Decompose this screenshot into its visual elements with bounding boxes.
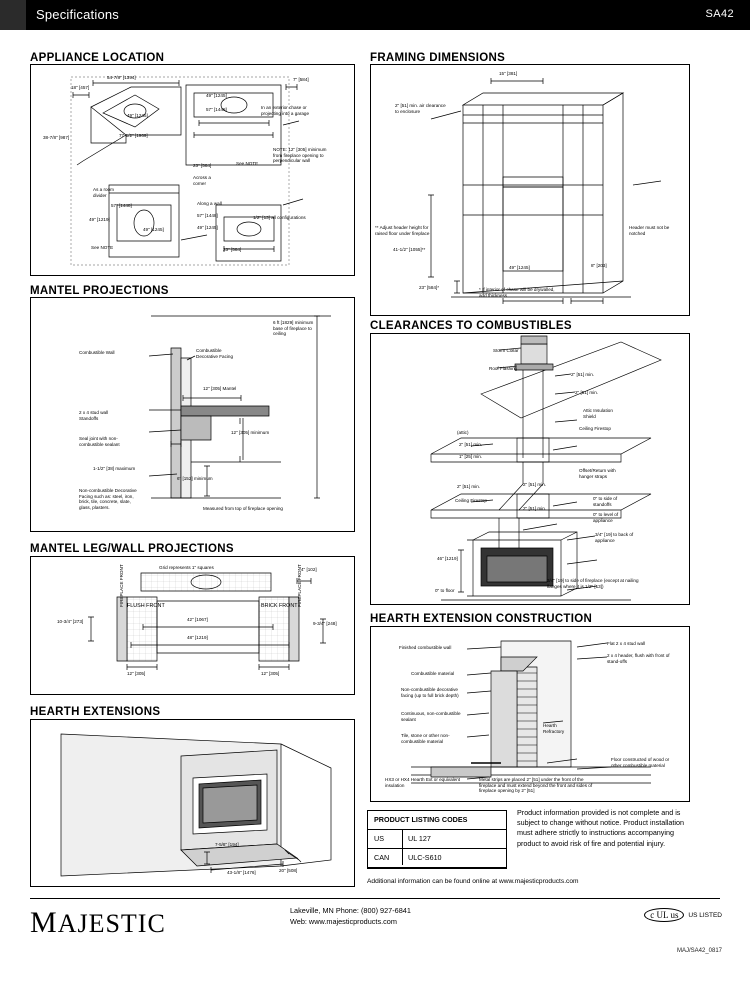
note-label: Grid represents 1" squares xyxy=(159,565,214,570)
panel-hearth-extension-construction xyxy=(370,626,690,802)
note-label: See NOTE xyxy=(91,245,114,250)
document-id: MAJ/SA42_0817 xyxy=(676,948,722,954)
panel-framing-dimensions xyxy=(370,64,690,316)
cell-code: UL 127 xyxy=(408,834,431,843)
note-label: Finished combustible wall xyxy=(399,645,452,650)
section-title-clearances: CLEARANCES TO COMBUSTIBLES xyxy=(370,320,572,332)
dimension-label: 49" [1245] xyxy=(197,225,218,230)
note-label: Combustible Decorative Facing xyxy=(196,348,234,359)
note-label: 6 ft [1829] minimum base of fireplace to ceiling xyxy=(273,320,314,337)
note-label: 2" [51] min. air clearance to enclosure xyxy=(395,103,446,114)
note-label: Seal joint with non-combustible sealant xyxy=(79,436,120,447)
dimension-label: 2" [51] min. xyxy=(457,484,481,489)
legal-note: Product information provided is not complete and is subject to change without notice. Product installation must adhere strictly to instructions accompanying product to avoid risk of fire and potential injury. xyxy=(517,808,685,848)
note-label: Ceiling Firestop xyxy=(455,498,487,503)
model-number: SA42 xyxy=(705,8,734,20)
note-label: 3/4" [19] to back of appliance xyxy=(595,532,634,543)
dimension-label: 8" [203] xyxy=(591,263,607,268)
note-label: 0" to floor xyxy=(435,588,455,593)
note-label: Continuous, non-combustible sealant xyxy=(401,711,461,722)
section-title-framing-dimensions: FRAMING DIMENSIONS xyxy=(370,52,506,64)
header-accent-bar xyxy=(0,0,26,30)
note-label: Non-combustible Decorative Facing such as: steel, iron, brick, tile, concrete, slate, glass, plasters. xyxy=(79,488,137,511)
dimension-label: 23" [584] xyxy=(223,247,242,252)
dimension-label: 12" [305] Mantel xyxy=(203,386,237,391)
page-title: Specifications xyxy=(36,7,120,22)
note-label: * If interior of chase will be drywalled, add thickness xyxy=(479,287,555,298)
dimension-label: 46" [1219] xyxy=(437,556,458,561)
cell-code: ULC-S610 xyxy=(408,853,442,862)
note-label: See NOTE xyxy=(236,161,259,166)
table-header: PRODUCT LISTING CODES xyxy=(368,811,506,830)
section-title-mantel-projections: MANTEL PROJECTIONS xyxy=(30,285,169,297)
note-label: In an exterior chase or projecting into a garage xyxy=(261,105,310,116)
dimension-label: 49" [1245] xyxy=(143,227,164,232)
dimension-label: 18" [457] xyxy=(71,85,90,90)
note-label: Non-combustible decorative facing (up to full brick depth) xyxy=(401,687,459,698)
dimension-label: 42" [1067] xyxy=(187,617,208,622)
table-row xyxy=(368,830,506,849)
panel-mantel-projections xyxy=(30,297,355,532)
note-label: (attic) xyxy=(457,430,469,435)
footer-divider xyxy=(30,898,720,899)
brand-logo xyxy=(30,906,166,940)
dimension-label: 49" [1219] xyxy=(89,217,110,222)
dimension-label: 7" [584] xyxy=(293,77,309,82)
note-label: Storm Collar xyxy=(493,348,519,353)
product-listing-table xyxy=(367,810,507,869)
additional-info: Additional information can be found online at www.majesticproducts.com xyxy=(367,878,579,885)
ul-listed-text: US LISTED xyxy=(688,911,722,919)
label-fireplace-front-right: FIREPLACE FRONT xyxy=(297,564,302,607)
dimension-label: 1-1/2" [38] maximum xyxy=(93,466,136,471)
note-label: Metal strips are placed 2" [51] under the front of the fireplace and must extend beyond the front and sides of fireplace opening by 2" [51] xyxy=(479,777,593,794)
note-label: 2 x 4 header, flush with front of stand-offs xyxy=(607,653,670,664)
note-label: 3/4" [19] to side of fireplace (except at nailing flanges where it is 1/2" [13]) xyxy=(547,578,639,589)
dimension-label: 9-3/4" [248] xyxy=(313,621,337,626)
section-title-mantel-leg-wall: MANTEL LEG/WALL PROJECTIONS xyxy=(30,543,234,555)
note-label: Flat 2 x 4 stud wall xyxy=(607,641,646,646)
note-label: Attic Insulation Shield xyxy=(583,408,613,419)
label-flush-front: FLUSH FRONT xyxy=(127,603,165,609)
dimension-label: 2" [51] min. xyxy=(575,390,599,395)
table-divider xyxy=(402,829,403,865)
dimension-label: 4" [102] xyxy=(301,567,317,572)
note-label: Hearth Refractory xyxy=(543,723,565,734)
dimension-label: 2" [51] min. xyxy=(523,482,547,487)
dimension-label: 12" [305] minimum xyxy=(231,430,270,435)
note-label: 1/2" [13] all configurations xyxy=(253,215,306,220)
section-title-appliance-location: APPLIANCE LOCATION xyxy=(30,52,165,64)
note-label: As a room divider xyxy=(93,187,114,198)
note-label: 0" to side of standoffs xyxy=(593,496,618,507)
cell-region: US xyxy=(374,834,384,843)
dimension-label: 2" [51] min. xyxy=(459,442,483,447)
note-label: Combustible Wall xyxy=(79,350,115,355)
label-fireplace-front-left: FIREPLACE FRONT xyxy=(119,564,124,607)
dimension-label: 57" [1448] xyxy=(206,107,227,112)
note-label: Across a corner xyxy=(193,175,211,186)
dimension-label: 12" [305] xyxy=(261,671,280,676)
cell-region: CAN xyxy=(374,853,390,862)
dimension-label: 57" [1448] xyxy=(197,213,218,218)
label-brick-front: BRICK FRONT xyxy=(261,603,298,609)
dimension-label: 49" [1245] xyxy=(509,265,530,270)
dimension-label: 41-1/2" [1055]** xyxy=(393,247,426,252)
dimension-label: 1" [25] min. xyxy=(459,454,483,459)
section-title-hearth-extension-construction: HEARTH EXTENSION CONSTRUCTION xyxy=(370,613,593,625)
panel-hearth-extensions xyxy=(30,719,355,887)
dimension-label: 23" [584]* xyxy=(419,285,440,290)
section-title-hearth-extensions: HEARTH EXTENSIONS xyxy=(30,706,161,718)
panel-clearances xyxy=(370,333,690,605)
ul-circle-icon: c UL us xyxy=(644,908,684,922)
ul-listing-mark xyxy=(644,908,722,922)
brand-initial: M xyxy=(30,906,58,939)
dimension-label: 15" [381] xyxy=(499,71,518,76)
note-label: 2 x 4 stud wall Standoffs xyxy=(79,410,109,421)
dimension-label: 7-5/8" [194] xyxy=(215,842,239,847)
dimension-label: 38-7/8" [987] xyxy=(43,135,70,140)
panel-appliance-location xyxy=(30,64,355,276)
dimension-label: 2" [51] min. xyxy=(571,372,595,377)
panel-mantel-leg-wall xyxy=(30,556,355,695)
note-label: Ceiling Firestop xyxy=(579,426,611,431)
dimension-label: 43-1/8" [1476] xyxy=(227,870,256,875)
note-label: Roof Flashing xyxy=(489,366,518,371)
table-row xyxy=(368,849,506,868)
dimension-label: 57" [1448] xyxy=(111,203,132,208)
dimension-label: 20" [508] xyxy=(279,868,298,873)
dimension-label: 48" [1219] xyxy=(187,635,208,640)
dimension-label: 54-7/8" [1394] xyxy=(107,75,136,80)
dimension-label: 49" [1245] xyxy=(127,113,148,118)
brand-name: AJESTIC xyxy=(57,909,166,938)
note-label: Combustible material xyxy=(411,671,455,676)
dimension-label: 6" [152] minimum xyxy=(177,476,213,481)
note-label: Offset/Return with hanger straps xyxy=(579,468,616,479)
footer-contact xyxy=(290,906,411,928)
footer-address: Lakeville, MN Phone: (800) 927-6841 xyxy=(290,906,411,915)
dimension-label: 2" [51] min. xyxy=(523,506,547,511)
note-label: ** Adjust header height for raised floor under fireplace xyxy=(375,225,430,236)
dimension-label: 12" [305] xyxy=(127,671,146,676)
note-label: Floor constructed of wood or other combustible material xyxy=(611,757,670,768)
note-label: Measured from top of fireplace opening xyxy=(203,506,283,511)
dimension-label: 77-1/2" [1969] xyxy=(119,133,148,138)
note-label: Along a wall xyxy=(197,201,222,206)
page-header xyxy=(0,0,750,30)
dimension-label: 10-3/4" [273] xyxy=(57,619,84,624)
note-label: HX3 or HX4 Hearth Ext or equivalent insulation xyxy=(385,777,461,788)
dimension-label: 49" [1245] xyxy=(206,93,227,98)
footer-web[interactable]: Web: www.majesticproducts.com xyxy=(290,916,397,926)
note-label: Header must not be notched xyxy=(629,225,670,236)
note-label: NOTE: 12" [305] minimum from fireplace opening to perpendicular wall xyxy=(273,147,327,164)
note-label: 0" to level of appliance xyxy=(593,512,619,523)
note-label: Tile, stone or other non-combustible material xyxy=(401,733,450,744)
dimension-label: 23" [584] xyxy=(193,163,212,168)
